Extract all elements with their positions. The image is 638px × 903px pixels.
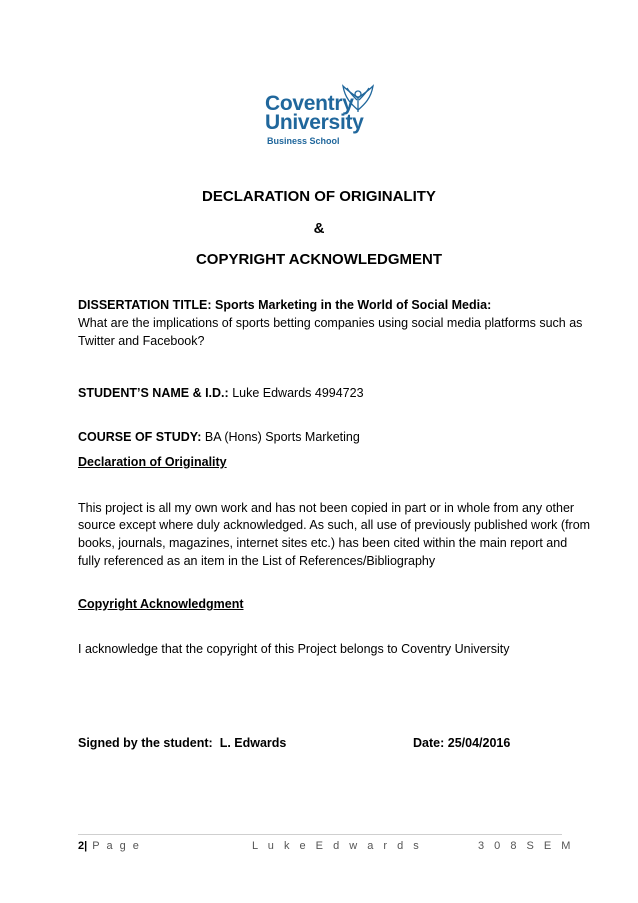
title-declaration: DECLARATION OF ORIGINALITY	[202, 188, 436, 205]
footer-separator: |	[84, 840, 88, 852]
student-label: STUDENT’S NAME & I.D.:	[78, 386, 229, 400]
date-value: 25/04/2016	[447, 736, 511, 750]
logo-word-business-school: Business School	[267, 136, 340, 146]
title-copyright: COPYRIGHT ACKNOWLEDGMENT	[195, 251, 443, 268]
coventry-university-logo	[263, 80, 375, 152]
footer-code: 3 0 8 S E M	[478, 840, 574, 852]
page-word: P a g e	[92, 840, 141, 852]
date-line	[413, 736, 510, 750]
originality-line-3: books, journals, magazines, internet sites etc.) has been cited within the main report and	[78, 536, 568, 550]
course-line	[78, 430, 360, 444]
course-value: BA (Hons) Sports Marketing	[204, 430, 360, 444]
signature-line	[78, 736, 286, 750]
dissertation-title-line	[78, 298, 491, 312]
footer-author: L u k e E d w a r d s	[252, 840, 423, 852]
dissertation-subtitle: What are the implications of sports betting companies using social media platforms such as	[78, 316, 583, 330]
student-line	[78, 386, 364, 400]
course-label: COURSE OF STUDY:	[78, 430, 202, 444]
dissertation-label: DISSERTATION TITLE:	[78, 298, 212, 312]
date-label: Date:	[413, 736, 445, 750]
footer-page	[78, 840, 141, 852]
originality-heading: Declaration of Originality	[78, 455, 227, 469]
dissertation-title: Sports Marketing in the World of Social Media:	[215, 298, 492, 312]
copyright-heading: Copyright Acknowledgment	[78, 597, 244, 611]
copyright-text: I acknowledge that the copyright of this Project belongs to Coventry University	[78, 642, 510, 656]
logo-word-university: University	[265, 111, 364, 134]
logo-word-coventry: Coventry	[265, 92, 354, 115]
dissertation-subtitle-cont: Twitter and Facebook?	[78, 334, 205, 348]
signature-name: L. Edwards	[219, 736, 287, 750]
signature-label: Signed by the student:	[78, 736, 213, 750]
originality-line-1: This project is all my own work and has not been copied in part or in whole from any other	[78, 501, 575, 515]
originality-line-2: source except where duly acknowledged. As such, all use of previously published work (from	[78, 518, 591, 532]
page-number: 2	[78, 840, 85, 852]
student-value: Luke Edwards 4994723	[232, 386, 364, 400]
title-ampersand: &	[313, 220, 325, 237]
footer-divider	[78, 834, 562, 835]
originality-line-4: fully referenced as an item in the List of References/Bibliography	[78, 554, 436, 568]
